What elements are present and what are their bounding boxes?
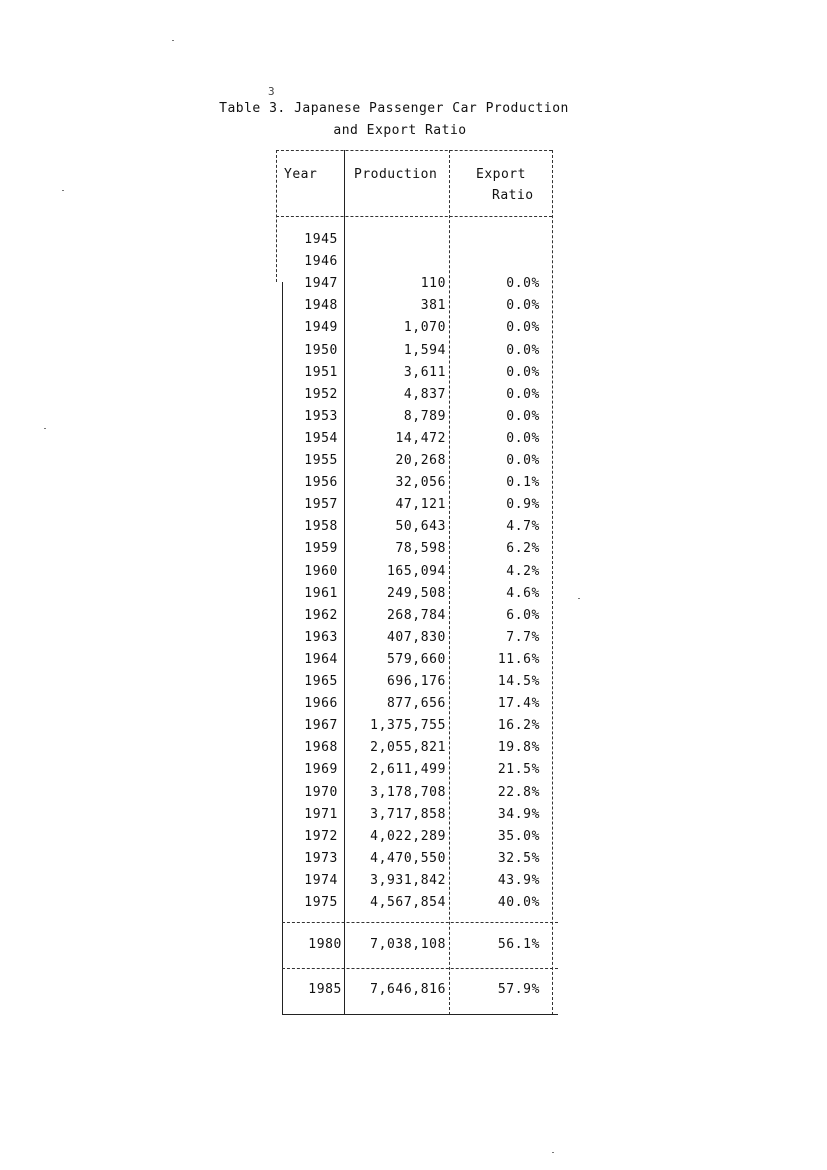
table-row xyxy=(282,251,552,273)
production-cell: 877,656 xyxy=(387,696,446,712)
table-row xyxy=(282,472,552,494)
table-row xyxy=(282,450,552,472)
year-cell: 1967 xyxy=(304,718,338,734)
header-export-ratio-line2: Ratio xyxy=(492,188,534,203)
table-row xyxy=(282,494,552,516)
export-ratio-cell: 4.2% xyxy=(506,563,540,579)
table-row xyxy=(282,583,552,605)
export-ratio-cell: 57.9% xyxy=(497,982,540,997)
table-row xyxy=(282,934,552,956)
table-row xyxy=(282,693,552,715)
table-row xyxy=(282,627,552,649)
production-cell: 3,931,842 xyxy=(370,872,446,888)
year-cell: 1963 xyxy=(304,629,338,645)
year-cell: 1955 xyxy=(304,453,338,468)
table-row xyxy=(282,516,552,538)
export-ratio-cell: 0.1% xyxy=(506,475,540,491)
year-cell: 1972 xyxy=(304,828,338,844)
production-cell: 1,375,755 xyxy=(370,718,446,734)
table-row xyxy=(282,671,552,693)
production-cell: 3,717,858 xyxy=(370,806,446,822)
scan-speck xyxy=(44,428,46,429)
year-cell: 1964 xyxy=(304,651,338,667)
rule-before-1980 xyxy=(282,922,558,923)
export-ratio-cell: 17.4% xyxy=(497,696,540,712)
year-cell: 1956 xyxy=(304,475,338,491)
export-ratio-cell: 7.7% xyxy=(506,629,540,645)
year-cell: 1961 xyxy=(304,585,338,601)
production-cell: 50,643 xyxy=(395,519,446,535)
production-cell: 165,094 xyxy=(387,563,446,579)
header-export-ratio-line1: Export xyxy=(476,167,526,182)
year-cell: 1954 xyxy=(304,430,338,446)
export-ratio-cell: 22.8% xyxy=(497,784,540,800)
export-ratio-cell: 35.0% xyxy=(497,828,540,844)
table-row xyxy=(282,649,552,671)
year-cell: 1975 xyxy=(304,895,338,910)
production-cell: 249,508 xyxy=(387,585,446,601)
export-ratio-cell: 0.0% xyxy=(506,320,540,336)
production-cell: 3,178,708 xyxy=(370,784,446,800)
table-row xyxy=(282,538,552,560)
year-cell: 1974 xyxy=(304,872,338,888)
table-row xyxy=(282,428,552,450)
production-cell: 2,611,499 xyxy=(370,762,446,778)
production-cell: 32,056 xyxy=(395,475,446,491)
table-row xyxy=(282,826,552,848)
year-cell: 1945 xyxy=(304,232,338,247)
scan-speck xyxy=(552,1152,554,1153)
year-cell: 1985 xyxy=(308,982,342,997)
rule-before-1985 xyxy=(282,968,558,969)
export-ratio-cell: 32.5% xyxy=(497,850,540,866)
year-cell: 1962 xyxy=(304,607,338,623)
export-ratio-cell: 6.0% xyxy=(506,607,540,623)
year-cell: 1953 xyxy=(304,408,338,424)
scan-speck xyxy=(62,190,64,191)
table-bottom-rule xyxy=(282,1014,558,1015)
production-cell: 3,611 xyxy=(403,364,446,380)
year-cell: 1980 xyxy=(308,937,342,952)
table-row xyxy=(282,384,552,406)
production-cell: 78,598 xyxy=(395,541,446,557)
export-ratio-cell: 11.6% xyxy=(497,651,540,667)
table-title-line2: and Export Ratio xyxy=(333,123,467,138)
export-ratio-cell: 0.0% xyxy=(506,386,540,402)
year-cell: 1951 xyxy=(304,364,338,380)
export-ratio-cell: 43.9% xyxy=(497,872,540,888)
export-ratio-cell: 6.2% xyxy=(506,541,540,557)
export-ratio-cell: 0.0% xyxy=(506,430,540,446)
table-row xyxy=(282,782,552,804)
table-title xyxy=(210,98,590,142)
production-cell: 4,567,854 xyxy=(370,895,446,910)
export-ratio-cell: 16.2% xyxy=(497,718,540,734)
header-production: Production xyxy=(354,167,438,182)
year-cell: 1968 xyxy=(304,740,338,756)
table-row xyxy=(282,340,552,362)
export-ratio-cell: 19.8% xyxy=(497,740,540,756)
production-cell: 1,070 xyxy=(403,320,446,336)
export-ratio-cell: 40.0% xyxy=(497,895,540,910)
table-row xyxy=(282,737,552,759)
table-top-rule xyxy=(276,150,552,151)
table-row xyxy=(282,848,552,870)
table-row xyxy=(282,605,552,627)
export-ratio-cell: 4.7% xyxy=(506,519,540,535)
export-ratio-cell: 34.9% xyxy=(497,806,540,822)
year-cell: 1948 xyxy=(304,298,338,314)
production-cell: 7,646,816 xyxy=(370,982,446,997)
production-cell: 1,594 xyxy=(403,342,446,358)
production-cell: 20,268 xyxy=(395,453,446,468)
production-cell: 110 xyxy=(420,276,446,292)
export-ratio-cell: 0.0% xyxy=(506,298,540,314)
table-row xyxy=(282,892,552,914)
header-year: Year xyxy=(284,167,318,182)
year-cell: 1950 xyxy=(304,342,338,358)
table-row xyxy=(282,979,552,1001)
table-row xyxy=(282,229,552,251)
year-cell: 1969 xyxy=(304,762,338,778)
year-cell: 1949 xyxy=(304,320,338,336)
export-ratio-cell: 0.0% xyxy=(506,453,540,468)
year-cell: 1971 xyxy=(304,806,338,822)
page-mark: 3 xyxy=(268,85,275,98)
table-row xyxy=(282,317,552,339)
year-cell: 1960 xyxy=(304,563,338,579)
production-cell: 407,830 xyxy=(387,629,446,645)
table-border-right xyxy=(552,150,553,1015)
year-cell: 1965 xyxy=(304,674,338,689)
table-row xyxy=(282,870,552,892)
table-title-line1: Table 3. Japanese Passenger Car Production xyxy=(219,101,569,116)
year-cell: 1947 xyxy=(304,276,338,292)
year-cell: 1973 xyxy=(304,850,338,866)
table-row xyxy=(282,759,552,781)
header-rule xyxy=(276,216,552,217)
year-cell: 1966 xyxy=(304,696,338,712)
export-ratio-cell: 4.6% xyxy=(506,585,540,601)
production-cell: 4,022,289 xyxy=(370,828,446,844)
export-ratio-cell: 0.0% xyxy=(506,408,540,424)
year-cell: 1958 xyxy=(304,519,338,535)
table-row xyxy=(282,273,552,295)
export-ratio-cell: 14.5% xyxy=(497,674,540,689)
year-cell: 1952 xyxy=(304,386,338,402)
export-ratio-cell: 0.0% xyxy=(506,342,540,358)
production-cell: 381 xyxy=(420,298,446,314)
export-ratio-cell: 0.0% xyxy=(506,276,540,292)
year-cell: 1959 xyxy=(304,541,338,557)
year-cell: 1957 xyxy=(304,497,338,513)
production-table xyxy=(272,150,562,1015)
table-row xyxy=(282,362,552,384)
scan-speck xyxy=(578,598,580,599)
production-cell: 4,470,550 xyxy=(370,850,446,866)
production-cell: 696,176 xyxy=(387,674,446,689)
export-ratio-cell: 56.1% xyxy=(497,937,540,952)
table-row xyxy=(282,804,552,826)
table-row xyxy=(282,295,552,317)
production-cell: 579,660 xyxy=(387,651,446,667)
table-row xyxy=(282,715,552,737)
year-cell: 1970 xyxy=(304,784,338,800)
scan-speck xyxy=(172,40,174,41)
production-cell: 8,789 xyxy=(403,408,446,424)
production-cell: 2,055,821 xyxy=(370,740,446,756)
export-ratio-cell: 0.0% xyxy=(506,364,540,380)
export-ratio-cell: 0.9% xyxy=(506,497,540,513)
production-cell: 4,837 xyxy=(403,386,446,402)
table-row xyxy=(282,561,552,583)
production-cell: 7,038,108 xyxy=(370,937,446,952)
production-cell: 14,472 xyxy=(395,430,446,446)
year-cell: 1946 xyxy=(304,254,338,270)
production-cell: 268,784 xyxy=(387,607,446,623)
export-ratio-cell: 21.5% xyxy=(497,762,540,778)
table-row xyxy=(282,406,552,428)
production-cell: 47,121 xyxy=(395,497,446,513)
